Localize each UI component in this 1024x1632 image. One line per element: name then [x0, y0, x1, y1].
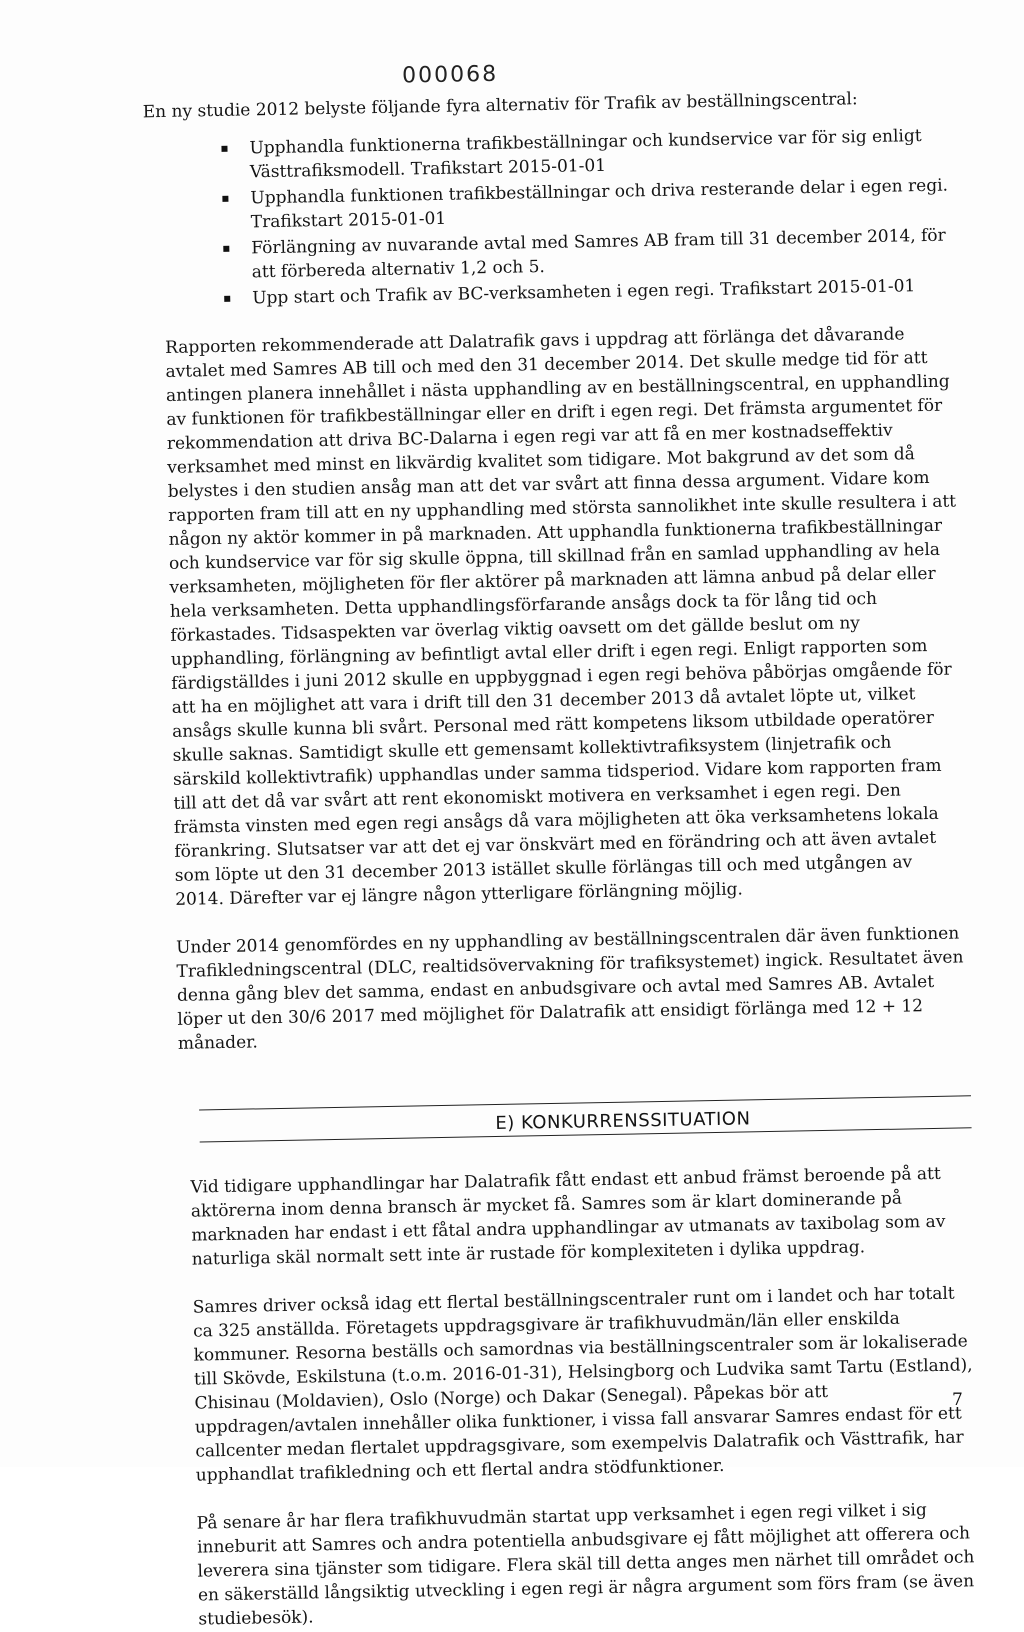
list-item-text: Upphandla funktionen trafikbeställningar och driva resterande delar i egen regi. Trafikstart 2015-01-01 [250, 175, 949, 233]
section-heading: E) KONKURRENSSITUATION [489, 1107, 757, 1136]
bullet-icon [223, 246, 229, 252]
list-item-text: Upphandla funktionerna trafikbeställningar och kundservice var för sig enligt Västtrafiksmodell. Trafikstart 2015-01-01 [249, 126, 922, 183]
intro-text: En ny studie 2012 belyste följande fyra alternativ för Trafik av beställningscentral: [142, 89, 858, 123]
section-body [190, 1161, 978, 1631]
page-content [142, 54, 979, 1632]
body-paragraph: Samres driver också idag ett flertal beställningscentraler runt om i landet och har totalt ca 325 anställda. Företagets uppdragsgivare är trafikhuvudmän/län eller enskilda kommuner. Resorna beställs och samordnas via beställningscentraler som är lokaliserade till Skövde, Eskilstuna (t.o.m. 2016-01-31), Helsingborg och Ludvika samt Tartu (Estland), Chisinau (Moldavien), Oslo (Norge) och Dakar (Senegal). Påpekas bör att uppdragen/avtalen innehåller olika funktioner, i vissa fall ansvarar Samres endast för ett callcenter medan flertalet uppdragsgivare, som exempelvis Dalatrafik och Västtrafik, har upphandlat trafikledning och ett flertal andra stödfunktioner. [192, 1283, 973, 1486]
list-item-text: Upp start och Trafik av BC-verksamheten i egen regi. Trafikstart 2015-01-01 [252, 276, 916, 309]
bullet-icon [222, 196, 228, 202]
alternatives-list [161, 124, 954, 312]
list-item-text: Förlängning av nuvarande avtal med Samres AB fram till 31 december 2014, för att förbereda alternativ 1,2 och 5. [251, 225, 946, 283]
divider [199, 1095, 971, 1110]
bullet-icon [221, 146, 227, 152]
page-number: 7 [952, 1390, 963, 1410]
body-paragraph: På senare år har flera trafikhuvudmän startat upp verksamhet i egen regi vilket i sig inneburit att Samres och andra potentiella anbudsgivare ej fått möjlighet att offerera och leverera sina tjänster som tidigare. Flera skäl till detta anges men närhet till området och en säkerställd långsiktig utveckling i egen regi är några argument som förs fram (se även studiebesök). [196, 1500, 975, 1630]
body-paragraph: Rapporten rekommenderade att Dalatrafik gavs i uppdrag att förlänga det dåvarande avtalet med Samres AB till och med den 31 december 2014. Det skulle medge tid för att antingen planera innehållet i nästa upphandling av en beställningscentral, en upphandling av funktionen för trafikbeställningar eller en drift i egen regi. Det främsta argumentet för rekommendation att driva BC-Dalarna i egen regi var att få en mer kostnadseffektiv verksamhet med minst en likvärdig kvalitet som tidigare. Mot bakgrund av det som då belystes i den studien ansåg man att det var svårt att finna dessa argument. Vidare kom rapporten fram till att en ny upphandling med största sannolikhet inte skulle resultera i att någon ny aktör kommer in på marknaden. Att upphandla funktionerna trafikbeställningar och kundservice var för sig skulle öppna, till skillnad från en samlad upphandling av hela verksamheten, möjligheten för fler aktörer på marknaden att lämna anbud på delar eller hela verksamheten. Detta upphandlingsförfarande ansågs dock ta för lång tid och förkastades. Tidsaspekten var överlag viktig oavsett om det gällde beslut om ny upphandling, förlängning av befintligt avtal eller drift i egen regi. Enligt rapporten som färdigställdes i juni 2012 skulle en uppbyggnad i egen regi behöva påbörjas omgående för att ha en möjlighet att vara i drift till den 31 december 2013 då avtalet löpte ut, vilket ansågs skulle kunna bli svårt. Personal med rätt kompetens liksom utbildade operatörer skulle saknas. Samtidigt skulle ett gemensamt kollektivtrafiksystem (linjetrafik och särskild kollektivtrafik) upphandlas under samma tidsperiod. Vidare kom rapporten fram till att det då var svårt att rent ekonomiskt motivera en verksamhet i egen regi. Den främsta vinsten med egen regi ansågs då vara möjligheten att öka verksamhetens lokala förankring. Slutsatser var att det ej var önskvärt med en förändring och att även avtalet som löpte ut den 31 december 2013 istället skulle förlängas till och med utgången av 2014. Därefter var ej längre någon ytterligare förlängning möjlig. [164, 324, 957, 910]
section-heading-block [199, 1089, 972, 1155]
document-number: 000068 [401, 61, 499, 89]
body-paragraph: Vid tidigare upphandlingar har Dalatrafik fått endast ett anbud främst beroende på att aktörerna inom denna bransch är mycket få. Samres som är klart dominerande på marknaden har endast i ett fåtal andra upphandlingar av utmanats av taxibolag som av naturliga skäl normalt sett inte är rustade för komplexiteten i dylika uppdrag. [190, 1163, 946, 1270]
bullet-icon [224, 296, 230, 302]
body-paragraph: Under 2014 genomfördes en ny upphandling av beställningscentralen där även funktionen Trafikledningscentral (DLC, realtidsövervakning för trafiksystemet) ingick. Resultatet även denna gång blev det samma, endast en anbudsgivare och avtal med Samres AB. Avtalet löper ut den 30/6 2017 med möjlighet för Dalatrafik att ensidigt förlänga med 12 + 12 månader. [175, 923, 964, 1054]
